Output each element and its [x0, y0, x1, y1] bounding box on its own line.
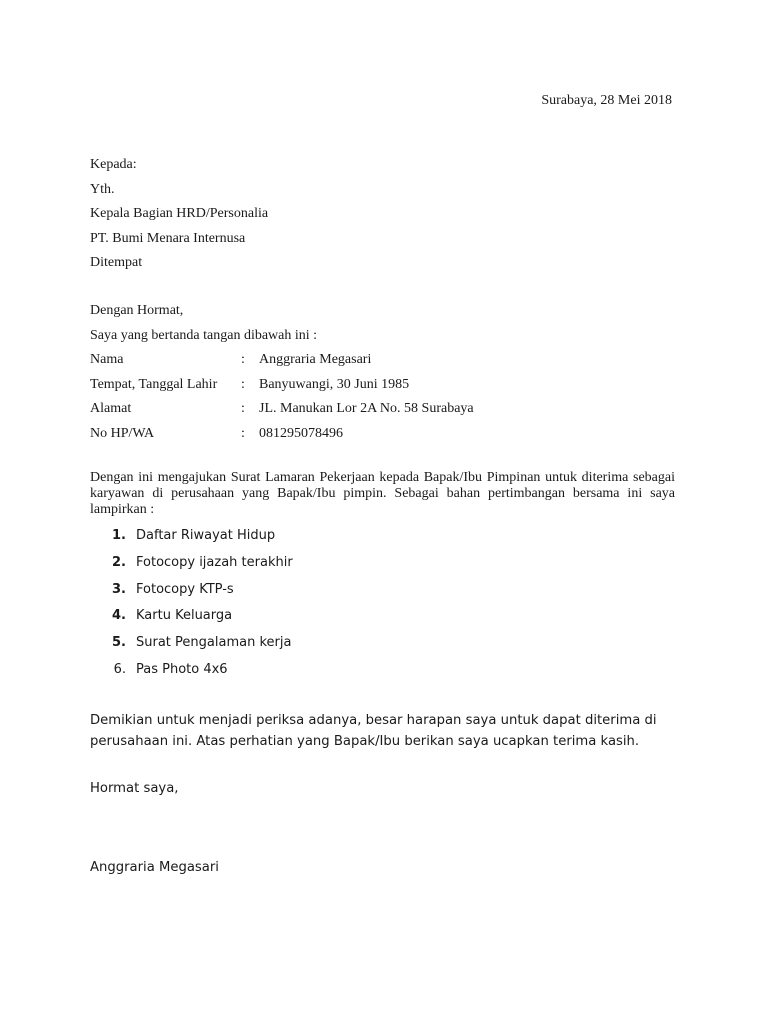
field-colon: : — [241, 425, 245, 441]
body-paragraph-closing: Demikian untuk menjadi periksa adanya, besar harapan saya untuk dapat diterima di perusahaan ini. Atas perhatian yang Bapak/Ibu berikan saya ucapkan terima kasih. — [90, 713, 657, 749]
list-item-text: Fotocopy KTP-s — [136, 581, 234, 597]
signer-name: Anggraria Megasari — [90, 860, 219, 875]
list-item-number: 6. — [113, 661, 126, 677]
field-row-phone — [90, 422, 343, 447]
letter-date: Surabaya, 28 Mei 2018 — [541, 93, 672, 108]
list-item-text: Kartu Keluarga — [136, 608, 233, 624]
field-label: Alamat — [90, 401, 132, 416]
applicant-block — [90, 299, 474, 446]
field-value: Banyuwangi, 30 Juni 1985 — [259, 376, 410, 392]
list-item-number: 5. — [112, 635, 126, 651]
field-label: No HP/WA — [90, 425, 155, 441]
field-colon: : — [241, 401, 245, 416]
recipient-line-company: PT. Bumi Menara Internusa — [90, 230, 246, 246]
list-item-number: 2. — [112, 554, 126, 570]
list-item-text: Daftar Riwayat Hidup — [136, 528, 276, 543]
body-paragraph-application: Dengan ini mengajukan Surat Lamaran Pekerjaan kepada Bapak/Ibu Pimpinan untuk diterima sebagai karyawan di perusahaan yang Bapak/Ibu pimpin. Sebagai bahan pertimbangan bersama ini saya lampirkan : — [90, 470, 675, 517]
recipient-line-kepada: Kepada: — [90, 157, 137, 172]
field-colon: : — [241, 352, 245, 367]
intro-line: Saya yang bertanda tangan dibawah ini : — [90, 327, 318, 343]
recipient-line-position: Kepala Bagian HRD/Personalia — [90, 206, 269, 221]
field-value: 081295078496 — [259, 425, 343, 441]
field-value: JL. Manukan Lor 2A No. 58 Surabaya — [259, 401, 474, 416]
field-row-ttl — [90, 373, 410, 398]
list-item-number: 3. — [112, 581, 126, 597]
closing-phrase: Hormat saya, — [90, 781, 179, 796]
recipient-block — [90, 153, 268, 276]
field-label: Tempat, Tanggal Lahir — [90, 376, 218, 392]
list-item-number: 4. — [112, 608, 126, 624]
field-label: Nama — [90, 352, 124, 367]
recipient-line-yth: Yth. — [90, 181, 115, 197]
list-item-text: Pas Photo 4x6 — [136, 661, 228, 677]
list-item-number: 1. — [112, 528, 126, 543]
field-row-nama — [90, 348, 372, 373]
recipient-line-place: Ditempat — [90, 255, 143, 270]
list-item-text: Fotocopy ijazah terakhir — [136, 554, 293, 570]
field-row-alamat — [90, 397, 474, 422]
field-colon: : — [241, 376, 245, 392]
field-value: Anggraria Megasari — [259, 352, 372, 367]
list-item-text: Surat Pengalaman kerja — [136, 635, 292, 651]
salutation: Dengan Hormat, — [90, 303, 184, 318]
